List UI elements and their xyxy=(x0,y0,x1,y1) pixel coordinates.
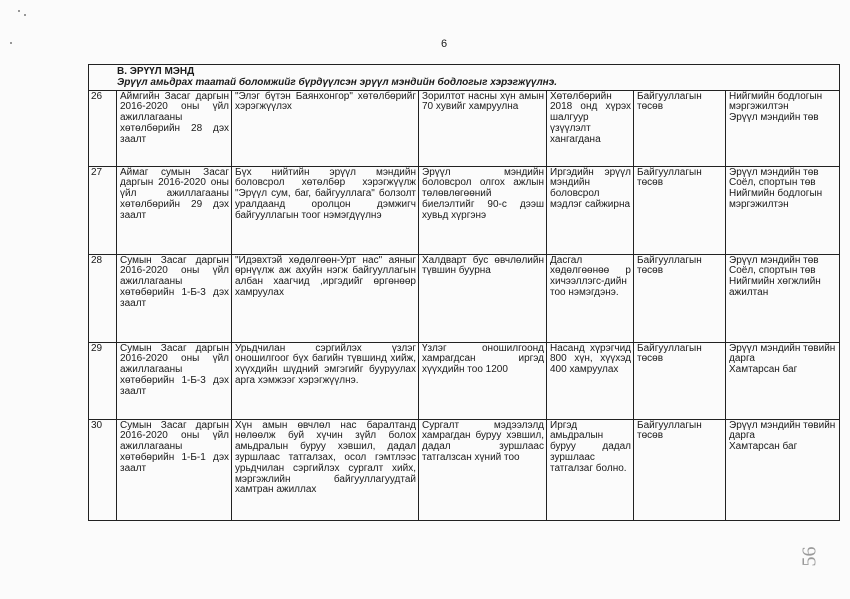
scan-speck xyxy=(18,10,20,12)
indicator: Хөтөлбөрийн 2018 онд хүрэх шалгуур үзүүлэлт хангагдана xyxy=(547,90,634,166)
responsible-item: Нийгмийн бодлогын мэргэжилтэн xyxy=(729,188,823,210)
indicator: Дасгал хөдөлгөөнөө р хичээллэгс-дийн тоо нэмэгдэнэ. xyxy=(547,254,634,342)
legal-basis: Сумын Засаг даргын 2016-2020 оны үйл ажиллагааны хөтөбөрийн 1-Б-3 дэх заалт xyxy=(117,254,232,342)
page-number: 6 xyxy=(441,38,448,50)
indicator: Иргэдийн эрүүл мэндийн боловсрол мэдлэг сайжирна xyxy=(547,166,634,254)
health-section-table xyxy=(88,64,840,521)
budget-source: Байгууллагын төсөв xyxy=(634,254,726,342)
responsible-parties xyxy=(726,90,840,166)
table-row xyxy=(89,90,840,166)
expected-outcome: Халдварт бус өвчлөлийн түвшин буурна xyxy=(419,254,547,342)
table-row xyxy=(89,419,840,520)
legal-basis: Аймаг сумын Засаг даргын 2016-2020 оны үйл ажиллагааны хөтөлбөрийн 29 дэх заалт xyxy=(117,166,232,254)
section-title: B. ЭРҮҮЛ МЭНД xyxy=(117,66,195,77)
activity: "Элэг бүтэн Баянхонгор" хөтөлбөрийг хэрэгжүүлэх xyxy=(232,90,419,166)
responsible-item: Нийгмийн хөгжлийн ажилтан xyxy=(729,276,821,298)
row-number: 30 xyxy=(89,419,117,520)
expected-outcome: Үзлэг оношилгоонд хамрагдсан иргэд хүүхдийн тоо 1200 xyxy=(419,342,547,419)
responsible-parties xyxy=(726,166,840,254)
responsible-item: Хамтарсан баг xyxy=(729,364,798,376)
responsible-parties xyxy=(726,254,840,342)
activity: "Идэвхтэй хөдөлгөөн-Урт нас" аяныг өрнүүлж аж ахуйн нэгж байгууллагын албан хаагчид ,иргэдийг өргөнөөр хамруулах xyxy=(232,254,419,342)
responsible-item: Соёл, спортын төв xyxy=(729,177,816,189)
section-subtitle: Эрүүл амьдрах таатай боломжийг бүрдүүлсэн эрүүл мэндийн бодлогыг хэрэгжүүлнэ. xyxy=(117,76,558,88)
row-number: 26 xyxy=(89,90,117,166)
budget-source: Байгууллагын төсөв xyxy=(634,166,726,254)
expected-outcome: Зорилтот насны хүн амын 70 хувийг хамруулна xyxy=(419,90,547,166)
section-header-row xyxy=(89,65,840,91)
activity: Урьдчилан сэргийлэх үзлэг оношилгоог бүх багийн түвшинд хийж, хүүхдийн шүдний эмгэгийг бууруулах арга хэмжээг хэрэгжүүлнэ. xyxy=(232,342,419,419)
responsible-item: Соёл, спортын төв xyxy=(729,265,816,277)
expected-outcome: Эрүүл мэндийн боловсрол олгох ажлын төлөвлөгөөний биелэлтийг 90-с дээш хувьд хүргэнэ xyxy=(419,166,547,254)
legal-basis: Сумын Засаг даргын 2016-2020 оны үйл ажиллагааны хөтөбөрийн 1-Б-1 дэх заалт xyxy=(117,419,232,520)
indicator: Иргэд амьдралын буруу дадал зуршлаас татгалзаг болно. xyxy=(547,419,634,520)
scan-speck xyxy=(24,14,26,16)
responsible-item: Хамтарсан баг xyxy=(729,441,798,453)
row-number: 29 xyxy=(89,342,117,419)
responsible-item: Эрүүл мэндийн төв xyxy=(729,112,819,124)
table-row xyxy=(89,166,840,254)
scan-speck xyxy=(10,42,12,44)
responsible-item: Эрүүл мэндийн төвийн дарга xyxy=(729,419,836,442)
indicator: Насанд хүрэгчид 800 хүн, хүүхэд 400 хамруулах xyxy=(547,342,634,419)
budget-source: Байгууллагын төсөв xyxy=(634,90,726,166)
responsible-item: Эрүүл мэндийн төвийн дарга xyxy=(729,342,836,365)
budget-source: Байгууллагын төсөв xyxy=(634,419,726,520)
legal-basis: Аймгийн Засаг даргын 2016-2020 оны үйл ажиллагааны хөтөлбөрийн 28 дэх заалт xyxy=(117,90,232,166)
activity: Бүх нийтийн эрүүл мэндийн боловсрол хөтөлбөр хэрэгжүүлж "Эрүүл сум, баг, байгууллага" болзолт уралдаанд оролцон дэмжигч байгууллагын тоог нэмэгдүүлнэ xyxy=(232,166,419,254)
margin-page-number: 56 xyxy=(798,546,821,567)
row-number: 27 xyxy=(89,166,117,254)
responsible-item: Эрүүл мэндийн төв xyxy=(729,254,819,266)
responsible-parties xyxy=(726,419,840,520)
row-number: 28 xyxy=(89,254,117,342)
responsible-item: Нийгмийн бодлогын мэргэжилтэн xyxy=(729,90,823,113)
responsible-parties xyxy=(726,342,840,419)
legal-basis: Сумын Засаг даргын 2016-2020 оны үйл ажиллагааны хөтөбөрийн 1-Б-3 дэх заалт xyxy=(117,342,232,419)
activity: Хүн амын өвчлөл нас баралтанд нөлөөлж буй хүчин зүйл болох амьдралын буруу хэвшил, дадал зуршлаас татгалзах, осол гэмтлээс урьдчилан сэргийлэх сургалт хийх, мэргэжлийн байгууллагуудтай хамтран ажиллах xyxy=(232,419,419,520)
table-row xyxy=(89,342,840,419)
table-row xyxy=(89,254,840,342)
budget-source: Байгууллагын төсөв xyxy=(634,342,726,419)
expected-outcome: Сургалт мэдээлэлд хамрагдан буруу хэвшил, дадал зуршлаас татгалзсан хүний тоо xyxy=(419,419,547,520)
responsible-item: Эрүүл мэндийн төв xyxy=(729,166,819,178)
